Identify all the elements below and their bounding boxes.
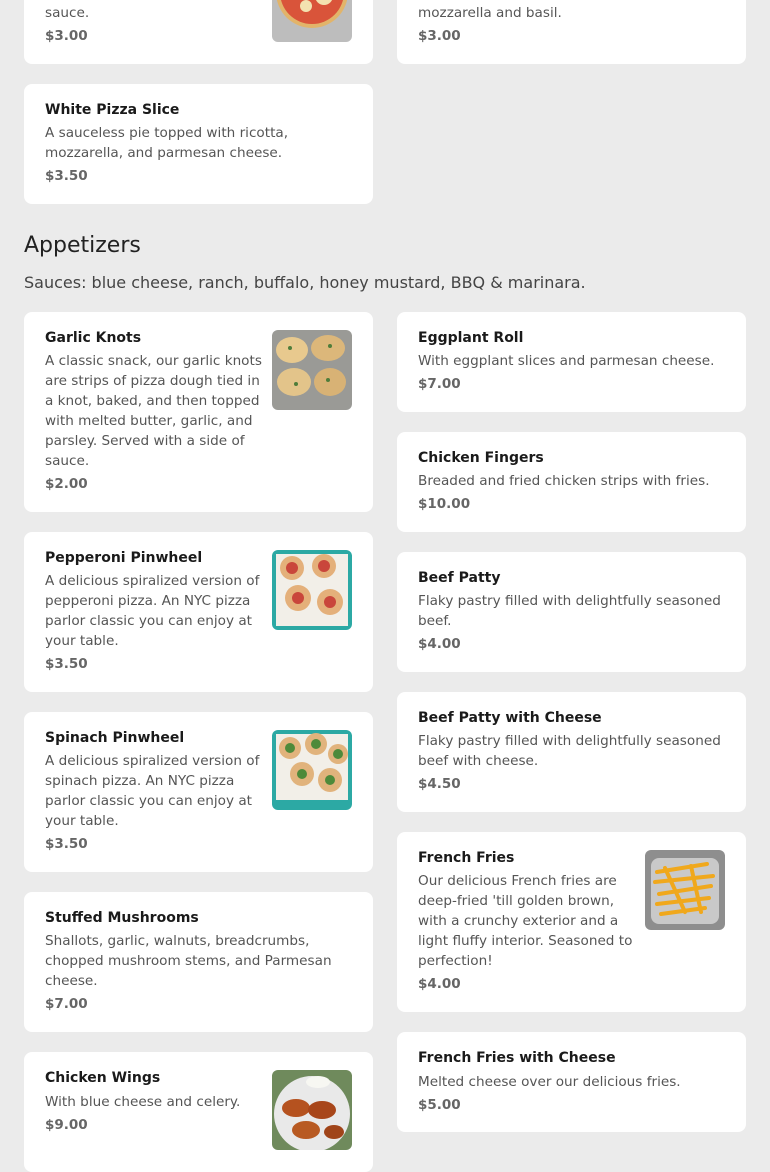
menu-item-price: $4.50 bbox=[418, 776, 461, 792]
menu-item-description: With blue cheese and celery. bbox=[45, 1094, 241, 1110]
menu-item-price: $3.50 bbox=[45, 836, 88, 852]
menu-item-price: $7.00 bbox=[45, 996, 88, 1012]
menu-item-description: A sauceless pie topped with ricotta, mozzarella, and parmesan cheese. bbox=[45, 125, 289, 161]
menu-item-price: $7.00 bbox=[418, 376, 461, 392]
menu-item-name: Pepperoni Pinwheel bbox=[45, 550, 203, 566]
menu-item-description: A delicious spiralized version of spinach pizza. An NYC pizza parlor classic you can enjoy at your table. bbox=[45, 753, 260, 829]
menu-item-card[interactable] bbox=[397, 832, 746, 1012]
menu-item-description: A delicious spiralized version of pepperoni pizza. An NYC pizza parlor classic you can enjoy at your table. bbox=[45, 573, 260, 649]
menu-item-description: Our delicious French fries are deep-fried 'till golden brown, with a crunchy exterior and a light fluffy interior. Seasoned to perfection! bbox=[418, 873, 633, 969]
menu-item-name: Garlic Knots bbox=[45, 330, 142, 346]
menu-item-name: White Pizza Slice bbox=[45, 102, 180, 118]
menu-item-name: Eggplant Roll bbox=[418, 330, 524, 346]
menu-item-card[interactable] bbox=[24, 1052, 373, 1172]
menu-item-name: French Fries bbox=[418, 850, 515, 866]
menu-item-price: $5.00 bbox=[418, 1097, 461, 1113]
menu-item-description: With eggplant slices and parmesan cheese. bbox=[418, 353, 715, 369]
menu-item-name: Stuffed Mushrooms bbox=[45, 910, 199, 926]
menu-item-card[interactable] bbox=[24, 892, 373, 1032]
menu-item-card[interactable] bbox=[397, 432, 746, 532]
menu-item-name: Spinach Pinwheel bbox=[45, 730, 185, 746]
menu-item-name: French Fries with Cheese bbox=[418, 1050, 616, 1066]
menu-item-name: Beef Patty bbox=[418, 570, 501, 586]
menu-item-name: Beef Patty with Cheese bbox=[418, 710, 602, 726]
section-subtitle: Sauces: blue cheese, ranch, buffalo, honey mustard, BBQ & marinara. bbox=[24, 273, 586, 292]
menu-item-card[interactable] bbox=[397, 692, 746, 812]
menu-item-card[interactable] bbox=[397, 312, 746, 412]
menu-item-description: mozzarella and basil. bbox=[418, 5, 562, 21]
menu-item-description: sauce. bbox=[45, 5, 90, 21]
garlic-knots-photo bbox=[272, 330, 352, 410]
menu-item-price: $3.00 bbox=[45, 28, 88, 44]
cheese-pizza-photo bbox=[272, 0, 352, 42]
menu-item-card[interactable] bbox=[24, 0, 373, 64]
section-title: Appetizers bbox=[24, 233, 141, 258]
menu-item-price: $10.00 bbox=[418, 496, 471, 512]
menu-item-card[interactable] bbox=[397, 552, 746, 672]
menu-item-price: $9.00 bbox=[45, 1117, 88, 1133]
menu-item-description: Flaky pastry filled with delightfully seasoned beef with cheese. bbox=[418, 733, 721, 769]
spinach-pinwheel-photo bbox=[272, 730, 352, 810]
menu-item-price: $2.00 bbox=[45, 476, 88, 492]
menu-item-description: Melted cheese over our delicious fries. bbox=[418, 1074, 681, 1090]
menu-item-description: Flaky pastry filled with delightfully seasoned beef. bbox=[418, 593, 721, 629]
menu-item-card[interactable] bbox=[397, 0, 746, 64]
menu-item-card[interactable] bbox=[24, 532, 373, 692]
menu-item-price: $4.00 bbox=[418, 636, 461, 652]
french-fries-photo bbox=[645, 850, 725, 930]
menu-item-description: A classic snack, our garlic knots are strips of pizza dough tied in a knot, baked, and then topped with melted butter, garlic, and parsley. Served with a side of sauce. bbox=[45, 353, 262, 469]
menu-item-description: Shallots, garlic, walnuts, breadcrumbs, chopped mushroom stems, and Parmesan cheese. bbox=[45, 933, 332, 989]
menu-item-name: Chicken Wings bbox=[45, 1070, 161, 1086]
pepperoni-pinwheel-photo bbox=[272, 550, 352, 630]
menu-item-card[interactable] bbox=[397, 1032, 746, 1132]
menu-item-name: Chicken Fingers bbox=[418, 450, 544, 466]
menu-item-card[interactable] bbox=[24, 84, 373, 204]
chicken-wings-photo bbox=[272, 1070, 352, 1150]
menu-item-price: $3.00 bbox=[418, 28, 461, 44]
menu-item-card[interactable] bbox=[24, 712, 373, 872]
menu-item-price: $3.50 bbox=[45, 168, 88, 184]
menu-item-price: $4.00 bbox=[418, 976, 461, 992]
menu-item-description: Breaded and fried chicken strips with fries. bbox=[418, 473, 710, 489]
menu-item-card[interactable] bbox=[24, 312, 373, 512]
menu-item-price: $3.50 bbox=[45, 656, 88, 672]
